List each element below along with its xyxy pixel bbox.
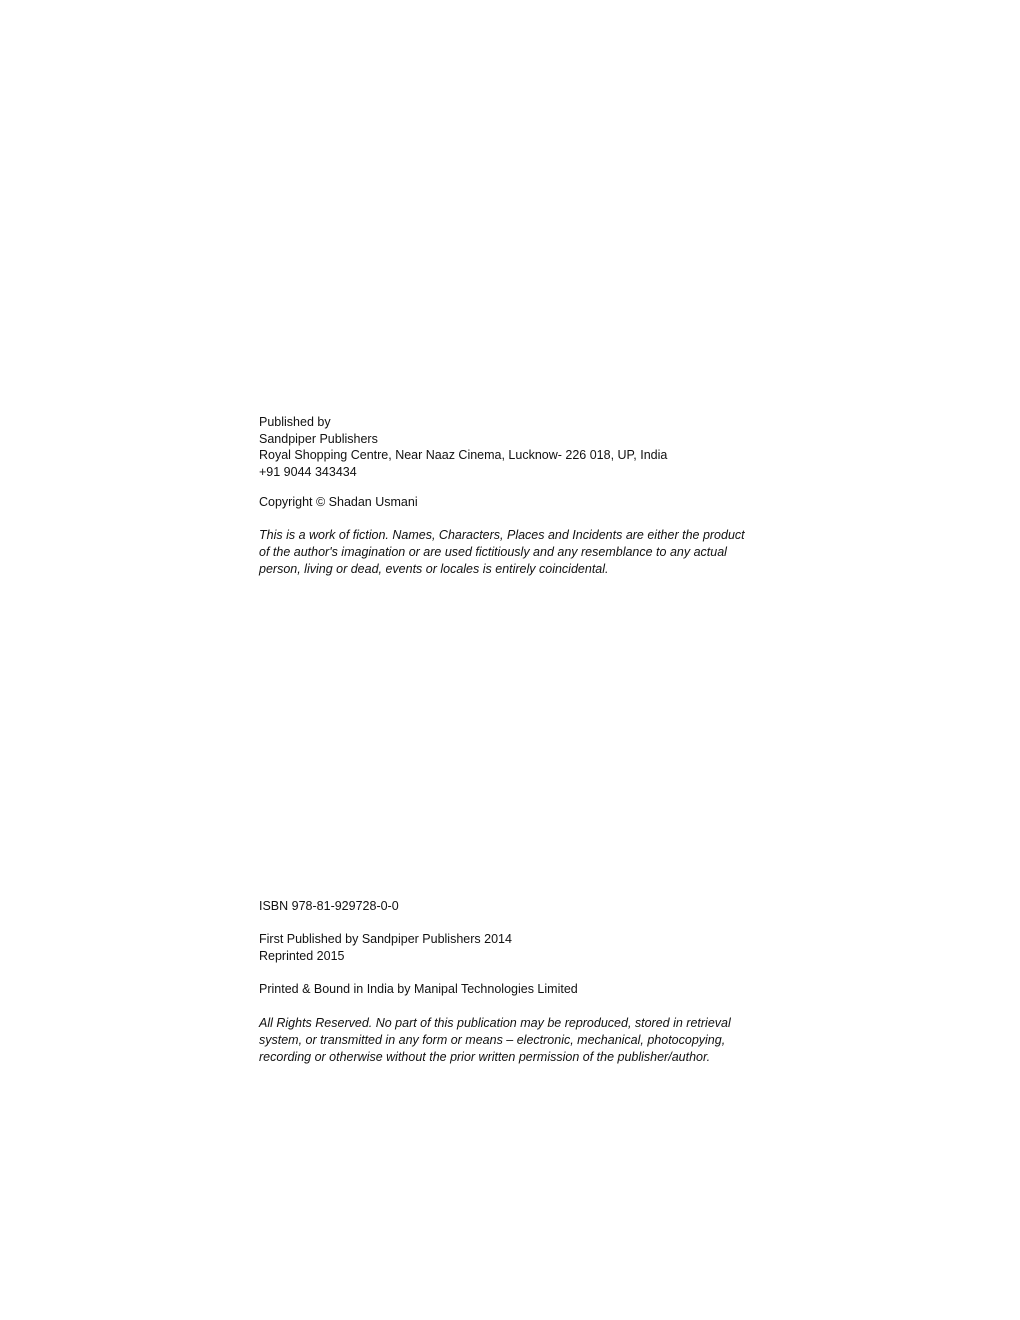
publisher-phone: +91 9044 343434 [259,464,357,479]
printer-info [259,981,749,998]
printer-text: Printed & Bound in India by Manipal Technologies Limited [259,982,578,996]
isbn-text: ISBN 978-81-929728-0-0 [259,899,399,913]
rights-line: recording or otherwise without the prior written permission of the publisher/author. [259,1050,711,1064]
publisher-address: Royal Shopping Centre, Near Naaz Cinema, Lucknow- 226 018, UP, India [259,448,668,462]
copyright-notice [259,494,749,511]
disclaimer-line: person, living or dead, events or locales is entirely coincidental. [259,562,609,576]
fiction-disclaimer [259,527,749,578]
disclaimer-line: of the author's imagination or are used fictitiously and any resemblance to any actual [259,545,727,559]
copyright-text: Copyright © Shadan Usmani [259,495,418,509]
isbn-info [259,898,749,915]
disclaimer-line: This is a work of fiction. Names, Characters, Places and Incidents are either the product [259,528,745,542]
publisher-name: Sandpiper Publishers [259,431,378,446]
rights-notice [259,1015,749,1066]
first-published-text: First Published by Sandpiper Publishers 2014 [259,932,512,946]
published-by-label: Published by [259,415,331,429]
publisher-info [259,414,749,480]
rights-line: All Rights Reserved. No part of this publication may be reproduced, stored in retrieval [259,1016,731,1030]
edition-info [259,931,749,964]
reprint-text: Reprinted 2015 [259,948,345,963]
rights-line: system, or transmitted in any form or means – electronic, mechanical, photocopying, [259,1033,726,1047]
